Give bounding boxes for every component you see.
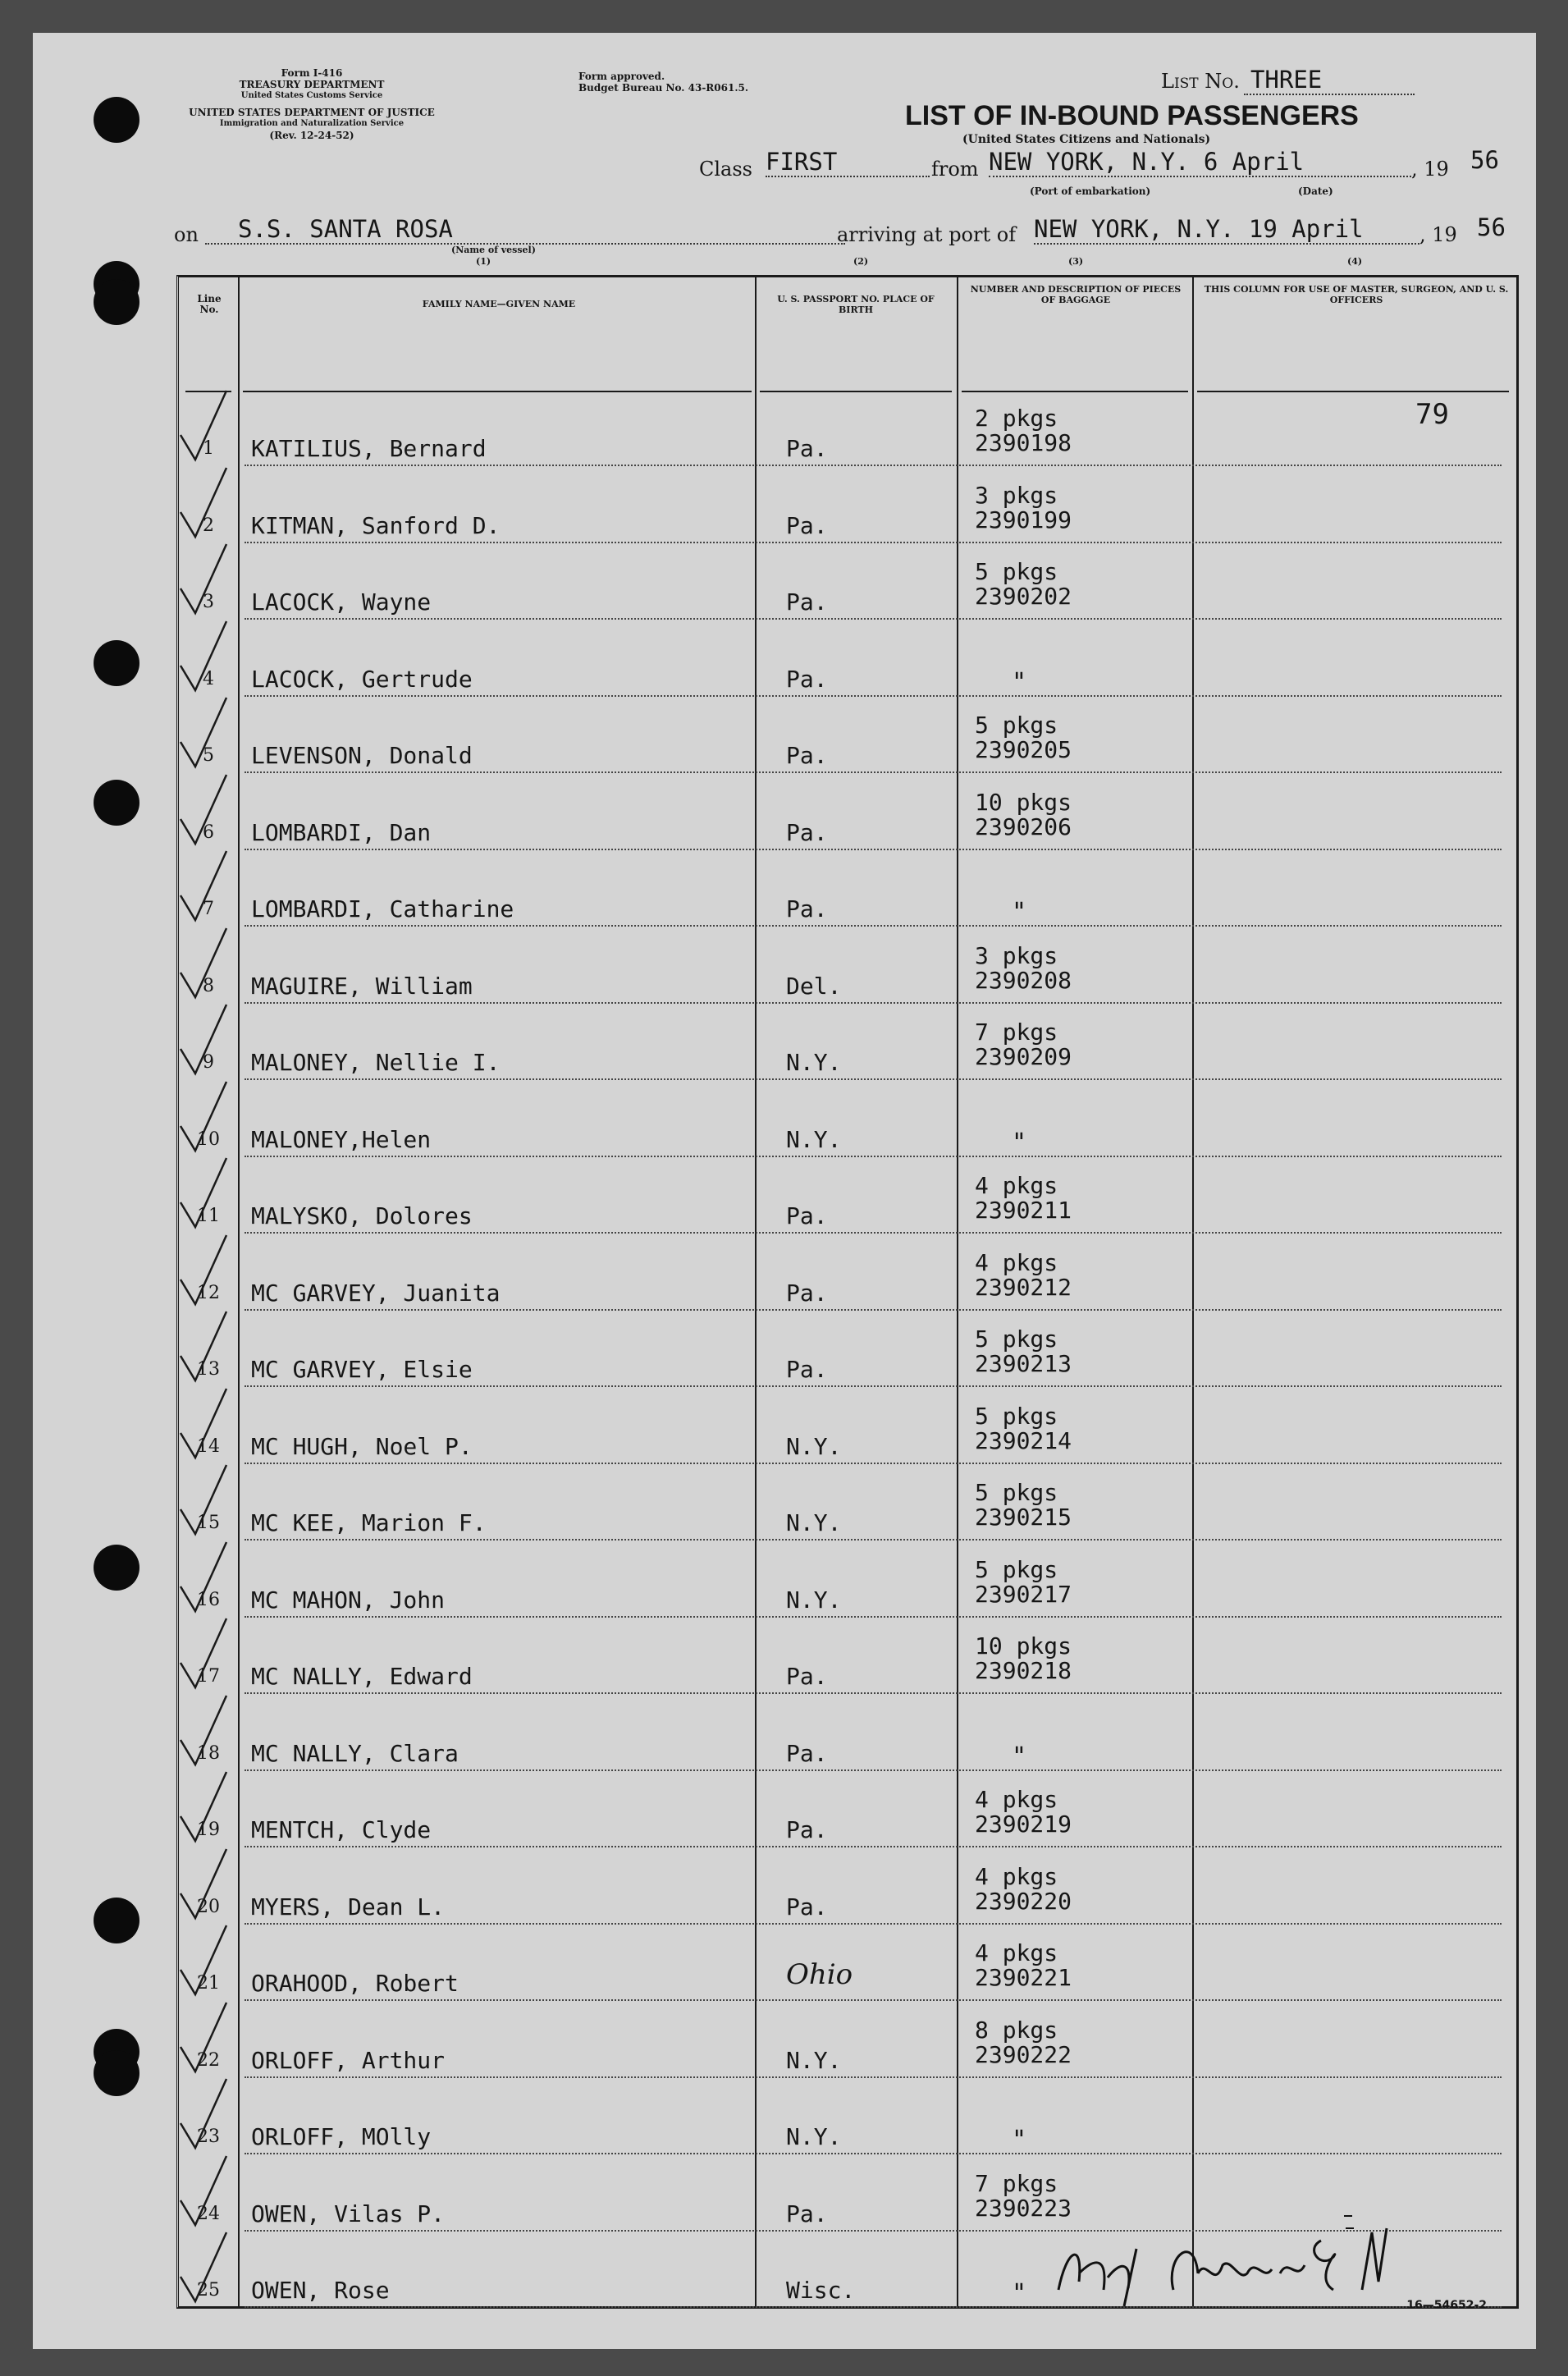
place-of-birth: Pa.: [786, 588, 828, 616]
table-row: [179, 2081, 1516, 2157]
line-number: 14: [197, 1435, 220, 1457]
baggage-count: 8 pkgs: [975, 2016, 1058, 2044]
ditto-mark: ": [1012, 2126, 1027, 2154]
officer-note: 79: [1415, 398, 1449, 431]
place-of-birth: N.Y.: [786, 1049, 842, 1076]
dotted-rule: [245, 1999, 1502, 2001]
passenger-name: KITMAN, Sanford D.: [251, 511, 501, 539]
baggage-count: 2 pkgs: [975, 405, 1058, 432]
page-title: LIST OF IN-BOUND PASSENGERS: [905, 100, 1359, 131]
header-line-no: Line No.: [197, 293, 222, 315]
place-of-birth: Pa.: [786, 1663, 828, 1690]
place-of-birth: Pa.: [786, 1356, 828, 1383]
list-no-label: List No.: [1161, 70, 1240, 93]
table-row: [179, 469, 1516, 546]
checkmark-icon: [171, 384, 236, 466]
binder-hole: [94, 279, 139, 325]
checkmark-icon: [171, 2072, 236, 2154]
place-of-birth: Pa.: [786, 511, 828, 539]
header-officers: THIS COLUMN FOR USE OF MASTER, SURGEON, AND U. S. OFFICERS: [1204, 284, 1509, 305]
ins-service: Immigration and Naturalization Service: [219, 119, 405, 128]
line-number: 18: [197, 1742, 220, 1764]
place-of-birth: Pa.: [786, 1816, 828, 1843]
baggage-tag: 2390205: [975, 736, 1072, 763]
line-number: 8: [203, 975, 214, 996]
passenger-name: MENTCH, Clyde: [251, 1816, 432, 1843]
baggage-count: 5 pkgs: [975, 1402, 1058, 1430]
line-number: 21: [197, 1973, 220, 1994]
baggage-count: 3 pkgs: [975, 941, 1058, 969]
dotted-rule: [245, 465, 1502, 466]
line-number: 1: [203, 438, 214, 459]
checkmark-icon: [171, 615, 236, 697]
place-of-birth: Pa.: [786, 742, 828, 769]
ditto-mark: ": [1012, 2279, 1027, 2308]
checkmark-icon: [171, 1996, 236, 2078]
table-row: [179, 1927, 1516, 2003]
place-of-birth: Pa.: [786, 1279, 828, 1307]
year-2: 56: [1477, 213, 1506, 241]
table-row: [179, 853, 1516, 929]
table-row: [179, 546, 1516, 622]
baggage-tag: 2390222: [975, 2040, 1072, 2068]
place-of-birth: Pa.: [786, 1202, 828, 1229]
baggage-tag: 2390208: [975, 966, 1072, 994]
baggage-count: 5 pkgs: [975, 1479, 1058, 1506]
line-number: 6: [203, 822, 214, 843]
form-revision: (Rev. 12-24-52): [269, 130, 354, 141]
place-of-birth: Pa.: [786, 2200, 828, 2227]
caption-4: (4): [1347, 256, 1363, 267]
passenger-name: MC NALLY, Edward: [251, 1663, 473, 1690]
list-no-value: THREE: [1244, 66, 1415, 95]
line-number: 17: [197, 1666, 220, 1687]
line-number: 13: [197, 1359, 220, 1380]
vessel-caption: (Name of vessel): [451, 245, 536, 255]
checkmark-icon: [171, 1843, 236, 1925]
checkmark-icon: [171, 1458, 236, 1541]
checkmark-icon: [171, 1382, 236, 1464]
line-number: 24: [197, 2203, 220, 2224]
baggage-tag: 2390199: [975, 506, 1072, 533]
passenger-name: OWEN, Rose: [251, 2277, 390, 2304]
binder-hole: [94, 780, 139, 826]
baggage-tag: 2390223: [975, 2194, 1072, 2222]
table-row: [179, 623, 1516, 699]
page-subtitle: (United States Citizens and Nationals): [962, 133, 1211, 146]
checkmark-icon: [171, 691, 236, 773]
passenger-name: MC MAHON, John: [251, 1586, 446, 1614]
dotted-rule: [245, 1002, 1502, 1004]
table-row: [179, 699, 1516, 776]
checkmark-icon: [171, 1919, 236, 2001]
caption-1: (1): [476, 256, 491, 267]
caption-2: (2): [853, 256, 869, 267]
baggage-tag: 2390209: [975, 1043, 1072, 1070]
checkmark-icon: [171, 1229, 236, 1311]
baggage-count: 4 pkgs: [975, 1862, 1058, 1890]
year-1: 56: [1470, 146, 1499, 174]
ditto-mark: ": [1012, 898, 1027, 927]
dotted-rule: [245, 1846, 1502, 1847]
dotted-rule: [245, 1769, 1502, 1771]
place-of-birth: Pa.: [786, 435, 828, 462]
line-number: 11: [197, 1206, 220, 1226]
inspector-signature: [1050, 2200, 1395, 2314]
embarkation-caption: (Port of embarkation): [1030, 185, 1151, 197]
header-baggage: NUMBER AND DESCRIPTION OF PIECES OF BAGGAGE: [970, 284, 1182, 305]
checkmark-icon: [171, 1075, 236, 1157]
line-number: 15: [197, 1513, 220, 1533]
passenger-name: LEVENSON, Donald: [251, 742, 473, 769]
baggage-tag: 2390215: [975, 1504, 1072, 1531]
date-caption: (Date): [1298, 185, 1333, 197]
place-of-birth: Del.: [786, 972, 842, 1000]
binder-hole: [94, 640, 139, 686]
baggage-tag: 2390206: [975, 813, 1072, 840]
table-row: [179, 1851, 1516, 1927]
place-of-birth: N.Y.: [786, 1125, 842, 1153]
place-of-birth: N.Y.: [786, 2046, 842, 2074]
form-stamp: 16—54652-2: [1406, 2299, 1487, 2312]
place-of-birth: N.Y.: [786, 1586, 842, 1614]
place-of-birth: Pa.: [786, 1739, 828, 1767]
passenger-name: MC NALLY, Clara: [251, 1739, 459, 1767]
table-row: [179, 1467, 1516, 1543]
approval-info: [578, 71, 748, 94]
passenger-table: [176, 275, 1519, 2309]
place-of-birth: Pa.: [786, 895, 828, 922]
customs-service: United States Customs Service: [240, 91, 383, 100]
baggage-count: 5 pkgs: [975, 1555, 1058, 1583]
table-row: [179, 2004, 1516, 2081]
passenger-name: LOMBARDI, Catharine: [251, 895, 514, 922]
baggage-tag: 2390219: [975, 1811, 1072, 1838]
baggage-count: 5 pkgs: [975, 558, 1058, 585]
passenger-name: MALONEY, Nellie I.: [251, 1049, 501, 1076]
class-label: Class: [699, 158, 752, 181]
passenger-name: ORLOFF, Arthur: [251, 2046, 446, 2074]
checkmark-icon: [171, 538, 236, 620]
on-label: on: [174, 223, 199, 246]
vessel-name: S.S. SANTA ROSA: [205, 215, 845, 245]
form-info: [176, 67, 447, 141]
caption-3: (3): [1068, 256, 1084, 267]
place-of-birth: N.Y.: [786, 1432, 842, 1460]
dotted-rule: [245, 1923, 1502, 1925]
line-number: 12: [197, 1282, 220, 1303]
dotted-rule: [245, 1463, 1502, 1464]
checkmark-icon: [171, 1765, 236, 1847]
table-row: [179, 1237, 1516, 1313]
checkmark-icon: [171, 768, 236, 850]
binder-hole: [94, 1545, 139, 1591]
checkmark-icon: [171, 1305, 236, 1387]
table-row: [179, 1697, 1516, 1774]
dotted-rule: [245, 1078, 1502, 1080]
passenger-name: MC GARVEY, Juanita: [251, 1279, 501, 1307]
line-number: 5: [203, 745, 214, 766]
table-row: [179, 1620, 1516, 1696]
place-of-birth: N.Y.: [786, 1509, 842, 1536]
table-row: [179, 930, 1516, 1006]
baggage-count: 7 pkgs: [975, 2169, 1058, 2197]
line-number: 25: [197, 2280, 220, 2300]
baggage-count: 4 pkgs: [975, 1172, 1058, 1199]
checkmark-icon: [171, 1689, 236, 1771]
table-row: [179, 776, 1516, 853]
baggage-count: 4 pkgs: [975, 1248, 1058, 1276]
place-of-birth: N.Y.: [786, 2123, 842, 2150]
line-number: 23: [197, 2126, 220, 2147]
place-of-birth: Wisc.: [786, 2277, 856, 2304]
ditto-mark: ": [1012, 1128, 1027, 1157]
line-number: 10: [197, 1128, 220, 1150]
ditto-mark: ": [1012, 667, 1027, 697]
baggage-tag: 2390220: [975, 1887, 1072, 1915]
baggage-tag: 2390212: [975, 1273, 1072, 1301]
table-row: [179, 1774, 1516, 1850]
dotted-rule: [245, 1539, 1502, 1541]
place-of-birth: Ohio: [786, 1958, 853, 1991]
table-row: [179, 1313, 1516, 1389]
dotted-rule: [245, 771, 1502, 773]
dotted-rule: [245, 695, 1502, 697]
checkmark-icon: [171, 998, 236, 1080]
place-of-birth: Pa.: [786, 818, 828, 846]
passenger-name: MC HUGH, Noel P.: [251, 1432, 473, 1460]
dotted-rule: [245, 1309, 1502, 1311]
baggage-tag: 2390221: [975, 1964, 1072, 1991]
checkmark-icon: [171, 1536, 236, 1618]
binder-hole: [94, 1898, 139, 1943]
passenger-name: LOMBARDI, Dan: [251, 818, 432, 846]
justice-dept: UNITED STATES DEPARTMENT OF JUSTICE: [189, 107, 435, 118]
line-number: 16: [197, 1589, 220, 1610]
baggage-count: 10 pkgs: [975, 1632, 1072, 1660]
checkmark-icon: [171, 2226, 236, 2308]
passenger-name: OWEN, Vilas P.: [251, 2200, 446, 2227]
passenger-name: ORLOFF, MOlly: [251, 2123, 432, 2150]
dotted-rule: [245, 2153, 1502, 2154]
checkmark-icon: [171, 461, 236, 543]
line-number: 22: [197, 2049, 220, 2071]
dotted-rule: [245, 2076, 1502, 2078]
dotted-rule: [245, 925, 1502, 927]
baggage-tag: 2390214: [975, 1426, 1072, 1454]
baggage-count: 5 pkgs: [975, 1325, 1058, 1353]
checkmark-icon: [171, 1151, 236, 1234]
passenger-name: MYERS, Dean L.: [251, 1893, 446, 1920]
passenger-name: MAGUIRE, William: [251, 972, 473, 1000]
baggage-count: 7 pkgs: [975, 1019, 1058, 1046]
passenger-name: KATILIUS, Bernard: [251, 435, 487, 462]
baggage-count: 5 pkgs: [975, 712, 1058, 739]
baggage-tag: 2390218: [975, 1657, 1072, 1684]
treasury-dept: TREASURY DEPARTMENT: [239, 79, 385, 90]
place-of-birth: Pa.: [786, 1893, 828, 1920]
checkmark-icon: [171, 1612, 236, 1694]
baggage-tag: 2390202: [975, 583, 1072, 610]
table-row: [179, 1006, 1516, 1083]
baggage-tag: 2390213: [975, 1350, 1072, 1377]
line-number: 2: [203, 515, 214, 536]
arriving-label: arriving at port of: [837, 223, 1017, 246]
checkmark-icon: [171, 922, 236, 1004]
ditto-mark: ": [1012, 1742, 1027, 1771]
baggage-tag: 2390217: [975, 1580, 1072, 1608]
embarkation-value: NEW YORK, N.Y. 6 April: [989, 148, 1411, 177]
passenger-name: MC KEE, Marion F.: [251, 1509, 487, 1536]
from-label: from: [931, 158, 979, 181]
table-row: [179, 1390, 1516, 1467]
baggage-count: 4 pkgs: [975, 1939, 1058, 1966]
line-number: 4: [203, 668, 214, 689]
manifest-sheet: [33, 33, 1536, 2349]
arrival-port-value: NEW YORK, N.Y. 19 April: [1034, 215, 1419, 245]
baggage-tag: 2390198: [975, 429, 1072, 456]
table-row: [179, 1083, 1516, 1160]
table-row: [179, 1160, 1516, 1236]
dotted-rule: [245, 1232, 1502, 1234]
header-passport: U. S. PASSPORT NO. PLACE OF BIRTH: [777, 294, 935, 315]
budget-bureau: Budget Bureau No. 43-R061.5.: [578, 82, 749, 94]
header-name: FAMILY NAME—GIVEN NAME: [422, 299, 576, 309]
class-value: FIRST: [766, 148, 930, 177]
line-number: 7: [203, 899, 214, 919]
binder-hole: [94, 2050, 139, 2096]
passenger-name: ORAHOOD, Robert: [251, 1970, 459, 1997]
dotted-rule: [245, 542, 1502, 543]
checkmark-icon: [171, 2149, 236, 2232]
passenger-name: LACOCK, Wayne: [251, 588, 432, 616]
baggage-count: 10 pkgs: [975, 788, 1072, 816]
form-approved: Form approved.: [578, 71, 665, 82]
binder-hole: [94, 97, 139, 143]
line-number: 20: [197, 1896, 220, 1917]
passenger-name: MALYSKO, Dolores: [251, 1202, 473, 1229]
table-row: [179, 1544, 1516, 1620]
passenger-name: MALONEY,Helen: [251, 1125, 432, 1153]
passenger-name: MC GARVEY, Elsie: [251, 1356, 473, 1383]
dotted-rule: [245, 1156, 1502, 1157]
form-number: Form I-416: [281, 67, 343, 79]
line-number: 19: [197, 1820, 220, 1840]
place-of-birth: Pa.: [786, 665, 828, 693]
line-number: 3: [203, 592, 214, 612]
line-number: 9: [203, 1052, 214, 1073]
list-number: [1161, 66, 1415, 95]
table-row: [179, 392, 1516, 469]
dotted-rule: [245, 849, 1502, 850]
dotted-rule: [245, 1385, 1502, 1387]
checkmark-icon: [171, 845, 236, 927]
dotted-rule: [245, 1692, 1502, 1694]
passenger-name: LACOCK, Gertrude: [251, 665, 473, 693]
year-prefix-2: , 19: [1419, 223, 1457, 246]
dotted-rule: [245, 1616, 1502, 1618]
baggage-count: 3 pkgs: [975, 481, 1058, 509]
baggage-count: 4 pkgs: [975, 1786, 1058, 1813]
dotted-rule: [245, 618, 1502, 620]
year-prefix-1: , 19: [1411, 158, 1449, 181]
baggage-tag: 2390211: [975, 1197, 1072, 1224]
